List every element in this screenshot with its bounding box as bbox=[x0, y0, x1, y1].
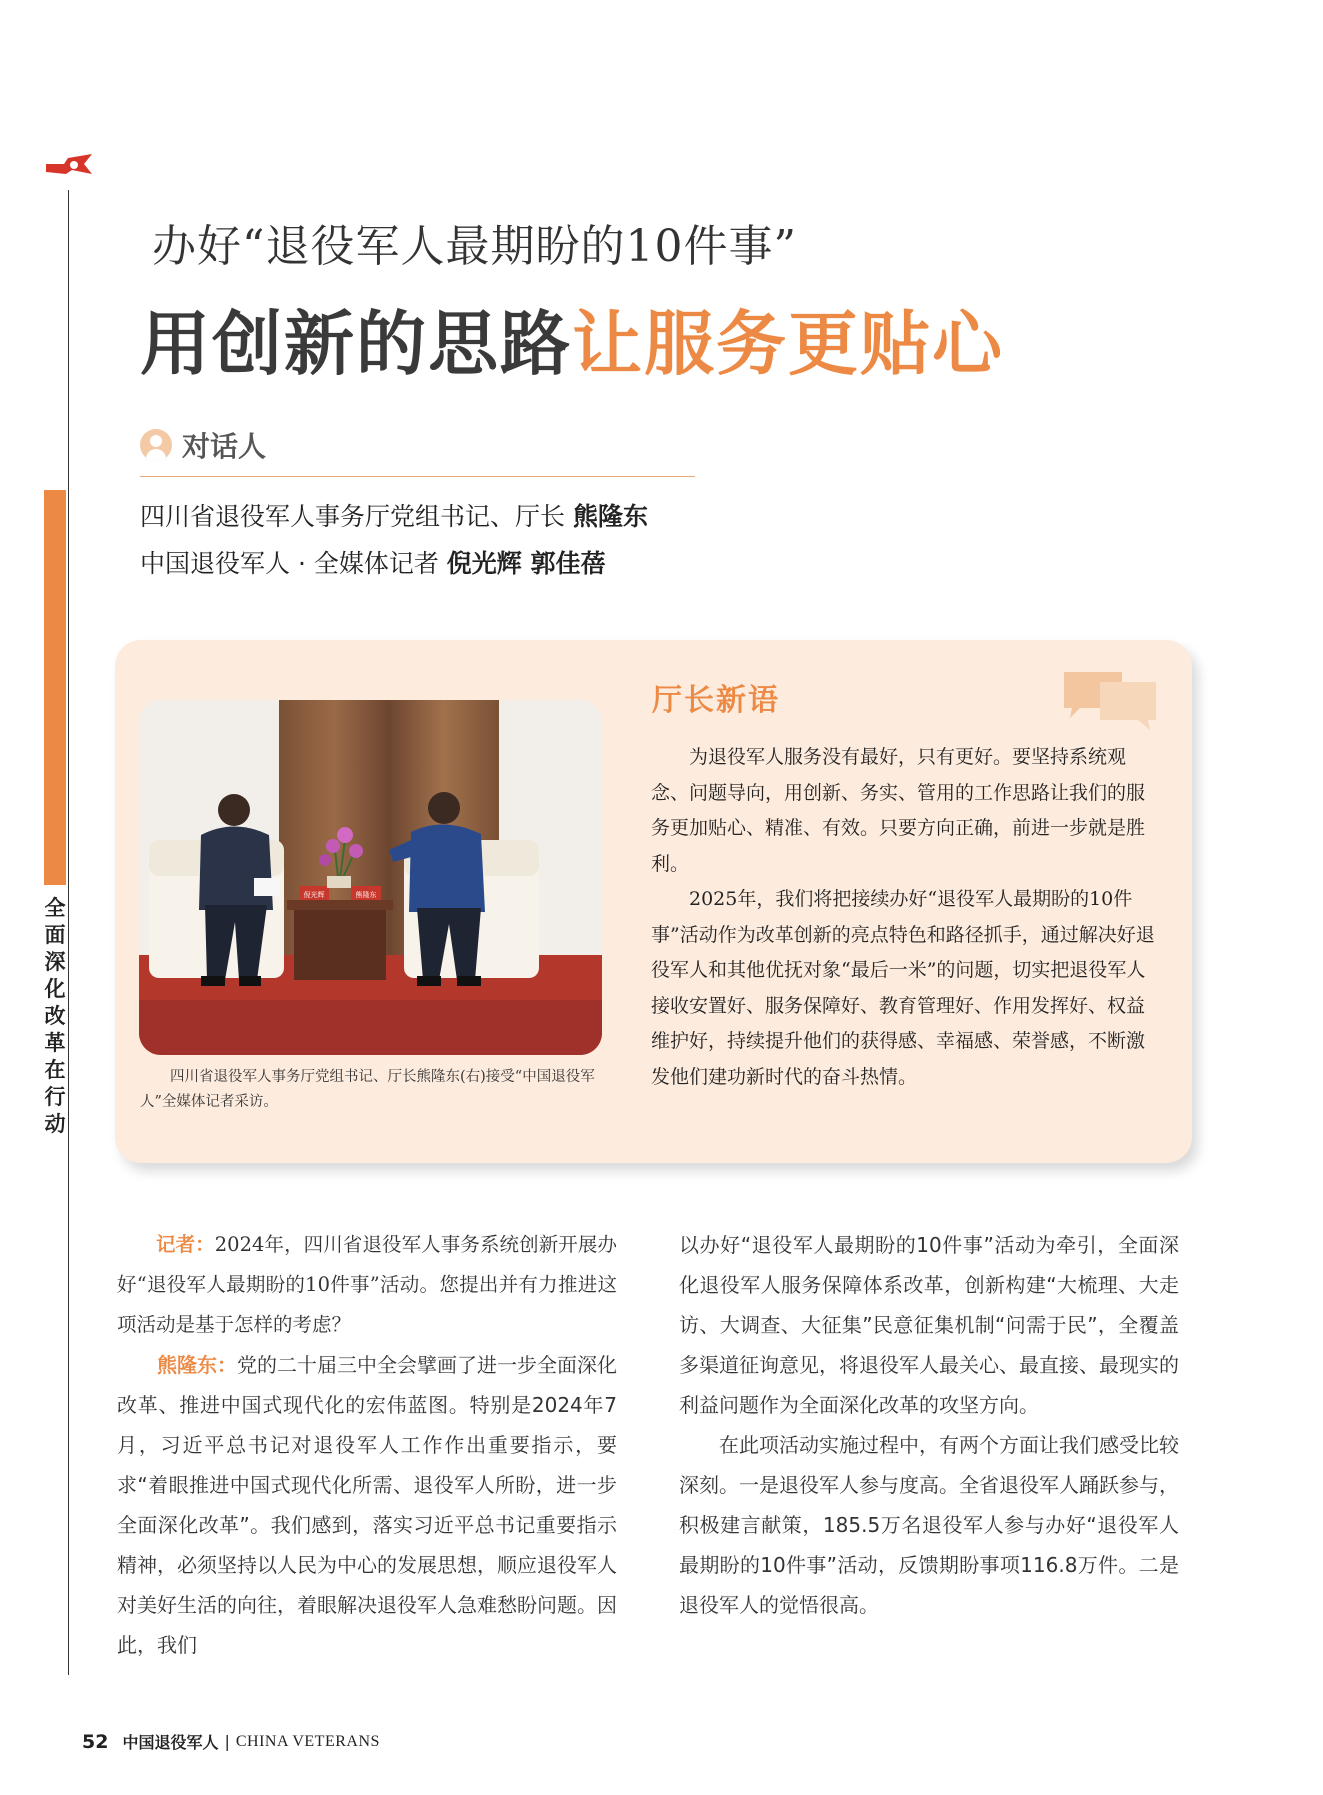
placard-left: 倪光辉 bbox=[303, 891, 325, 899]
quote-body bbox=[651, 740, 1161, 1095]
page-footer bbox=[82, 1730, 380, 1753]
section-label: 全面深化改革在行动 bbox=[44, 896, 66, 1136]
article-column-right bbox=[679, 1225, 1179, 1625]
page-vertical-rule bbox=[68, 190, 69, 1675]
footer-separator: | bbox=[224, 1732, 230, 1751]
reporter-question bbox=[117, 1225, 617, 1345]
speech-bubbles-icon bbox=[1060, 668, 1160, 734]
interviewee-name: 熊隆东 bbox=[572, 502, 648, 531]
dialog-divider bbox=[140, 476, 695, 477]
answer-paragraph bbox=[117, 1345, 617, 1665]
page-number: 52 bbox=[82, 1730, 109, 1753]
reporter-label: 记者： bbox=[156, 1233, 215, 1256]
quote-paragraph: 2025年，我们将把接续办好“退役军人最期盼的10件事”活动作为改革创新的亮点特色和路径抓手，通过解决好退役军人和其他优抚对象“最后一米”的问题，切实把退役军人接收安置好、服务保障好、教育管理好、作用发挥好、权益维护好，持续提升他们的获得感、幸福感、荣誉感，不断激发他们建功新时代的奋斗热情。 bbox=[651, 888, 1155, 1088]
reporter-role: 中国退役军人 · 全媒体记者 bbox=[140, 549, 439, 578]
interviewee-line bbox=[140, 497, 648, 533]
dialog-header bbox=[140, 425, 266, 465]
question-text: 2024年，四川省退役军人事务系统创新开展办好“退役军人最期盼的10件事”活动。您提出并有力推进这项活动是基于怎样的考虑？ bbox=[117, 1233, 617, 1336]
section-accent-bar bbox=[44, 490, 66, 885]
answer-text: 党的二十届三中全会擘画了进一步全面深化改革、推进中国式现代化的宏伟蓝图。特别是2024年7月，习近平总书记对退役军人工作作出重要指示，要求“着眼推进中国式现代化所需、退役军人所盼，进一步全面深化改革”。我们感到，落实习近平总书记重要指示精神，必须坚持以人民为中心的发展思想，顺应退役军人对美好生活的向往，着眼解决退役军人急难愁盼问题。因此，我们 bbox=[117, 1353, 617, 1657]
article-kicker: 办好“退役军人最期盼的10件事” bbox=[152, 221, 797, 272]
dialog-heading: 对话人 bbox=[182, 430, 267, 463]
reporter-names: 倪光辉 郭佳蓓 bbox=[446, 549, 606, 578]
reporter-line bbox=[140, 544, 606, 580]
article-title-dark: 用创新的思路 bbox=[140, 303, 572, 385]
quote-paragraph: 为退役军人服务没有最好，只有更好。要坚持系统观念、问题导向，用创新、务实、管用的工作思路让我们的服务更加贴心、精准、有效。只要方向正确，前进一步就是胜利。 bbox=[651, 746, 1146, 875]
magazine-name-en: CHINA VETERANS bbox=[235, 1732, 380, 1750]
article-title bbox=[140, 288, 1004, 389]
article-paragraph: 在此项活动实施过程中，有两个方面让我们感受比较深刻。一是退役军人参与度高。全省退役军人踊跃参与，积极建言献策，185.5万名退役军人参与办好“退役军人最期盼的10件事”活动，反馈期盼事项116.8万件。二是退役军人的觉悟很高。 bbox=[679, 1433, 1179, 1617]
interview-photo bbox=[139, 700, 602, 1055]
answer-label: 熊隆东： bbox=[157, 1353, 237, 1377]
person-icon bbox=[140, 429, 172, 461]
interviewee-role: 四川省退役军人事务厅党组书记、厅长 bbox=[140, 502, 566, 531]
magazine-logo-icon bbox=[44, 150, 94, 180]
placard-right: 熊隆东 bbox=[355, 891, 377, 899]
article-title-accent: 让服务更贴心 bbox=[572, 303, 1004, 385]
article-column-left bbox=[117, 1225, 617, 1665]
photo-caption: 四川省退役军人事务厅党组书记、厅长熊隆东(右)接受“中国退役军人”全媒体记者采访。 bbox=[140, 1069, 595, 1110]
quote-title: 厅长新语 bbox=[652, 683, 780, 718]
article-paragraph: 以办好“退役军人最期盼的10件事”活动为牵引，全面深化退役军人服务保障体系改革，创新构建“大梳理、大走访、大调查、大征集”民意征集机制“问需于民”，全覆盖多渠道征询意见，将退役军人最关心、最直接、最现实的利益问题作为全面深化改革的攻坚方向。 bbox=[679, 1233, 1179, 1417]
magazine-name-cn: 中国退役军人 bbox=[122, 1733, 219, 1752]
